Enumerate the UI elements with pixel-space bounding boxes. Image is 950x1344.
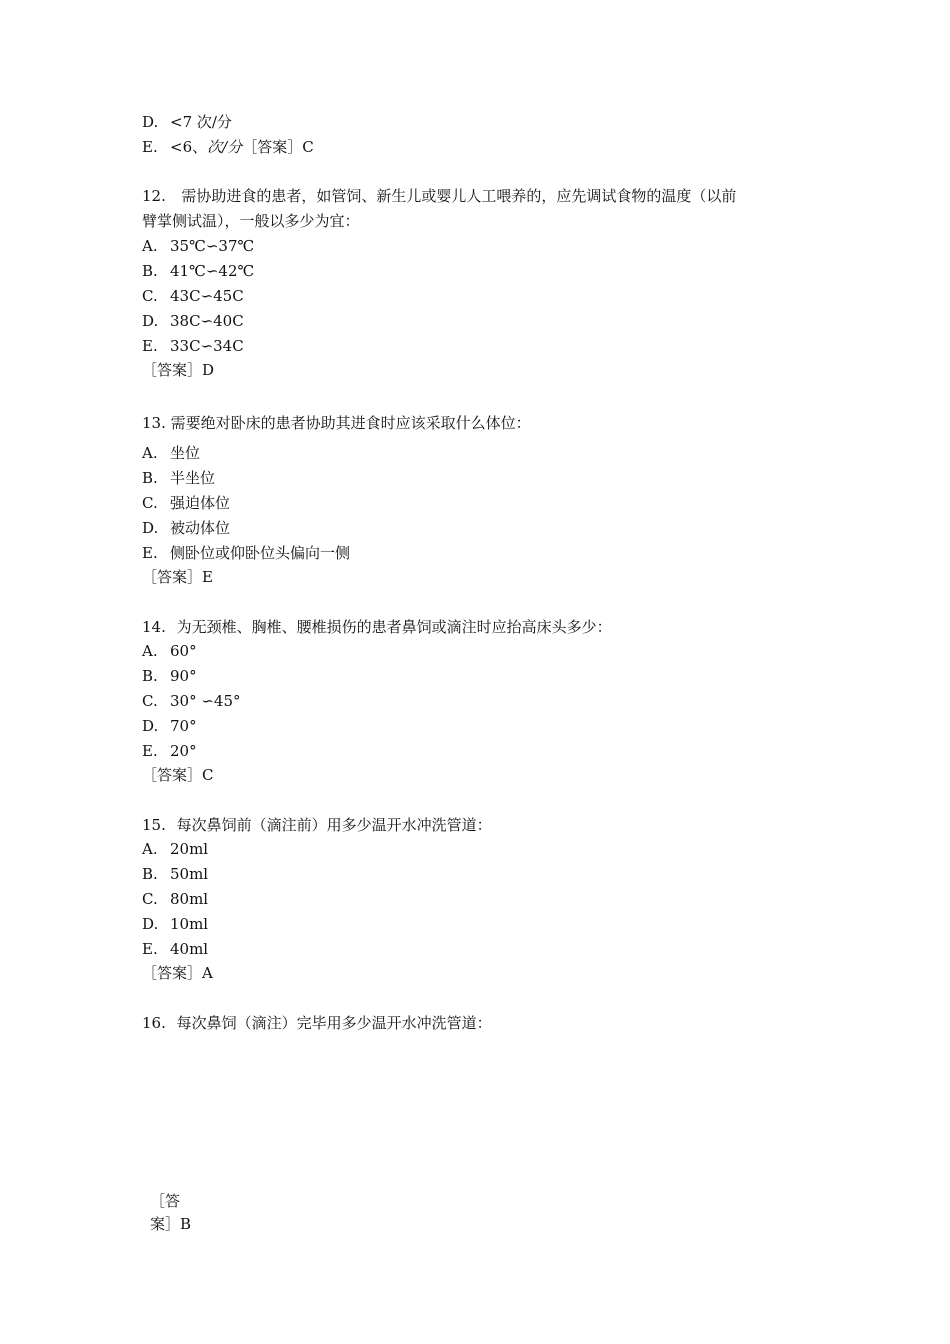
option-text: 90° [170,667,197,685]
option-text: 41℃∽42℃ [170,262,255,280]
answer-text: ［答 [150,1192,181,1210]
option-text: 35℃∽37℃ [170,237,255,255]
question-13 [142,414,531,432]
q12-option-c [142,287,244,305]
option-letter: D. [142,717,159,735]
question-text: 每次鼻饲（滴注）完毕用多少温开水冲洗管道： [176,1014,492,1032]
option-text: 38C∽40C [170,312,244,330]
option-letter: C. [142,287,158,305]
option-text: 33C∽34C [170,337,244,355]
option-letter: A. [142,840,158,858]
question-text: 为无颈椎、胸椎、腰椎损伤的患者鼻饲或滴注时应抬高床头多少： [176,618,612,636]
option-text: <7 次/分 [170,113,232,131]
question-12-line1 [142,187,736,205]
q14-option-d [142,717,197,735]
q15-option-b [142,865,208,883]
answer-text: ［答案］C [242,138,314,156]
q15-option-d [142,915,208,933]
q12-option-b [142,262,254,280]
question-16 [142,1014,492,1032]
answer-text: ［答案］D [142,361,215,379]
option-d-q11 [142,113,232,131]
option-text: 坐位 [170,444,201,462]
q13-answer [142,568,213,586]
option-text: 50ml [170,865,209,883]
q13-option-b [142,469,215,487]
option-letter: E. [142,138,158,156]
question-15 [142,816,492,834]
option-e-q11 [142,138,314,156]
option-text: 20° [170,742,197,760]
answer-text: ［答案］E [142,568,213,586]
option-letter: C. [142,890,158,908]
q12-option-d [142,312,244,330]
option-text: 被动体位 [170,519,231,537]
option-text: 强迫体位 [170,494,231,512]
question-number: 14. [142,618,166,636]
option-letter: E. [142,940,158,958]
q15-option-a [142,840,208,858]
q13-option-c [142,494,230,512]
option-text: <6、 [170,138,208,156]
q14-option-a [142,642,197,660]
q12-option-a [142,237,254,255]
option-letter: E. [142,544,158,562]
question-text: 需要绝对卧床的患者协助其进食时应该采取什么体位： [170,414,531,432]
q12-option-e [142,337,244,355]
question-text: 每次鼻饲前（滴注前）用多少温开水冲洗管道： [176,816,492,834]
option-letter: C. [142,494,158,512]
answer-text: 案］B [150,1215,192,1233]
q13-option-a [142,444,200,462]
option-letter: C. [142,692,158,710]
option-text: 20ml [170,840,209,858]
option-letter: A. [142,444,158,462]
q16-answer-line2 [150,1215,191,1233]
question-number: 13. [142,414,166,432]
option-letter: B. [142,667,158,685]
question-number: 12. [142,187,166,205]
option-text: 侧卧位或仰卧位头偏向一侧 [170,544,351,562]
q14-option-b [142,667,197,685]
option-text: 40ml [170,940,209,958]
q13-option-d [142,519,230,537]
q15-option-e [142,940,208,958]
option-text: 10ml [170,915,209,933]
q14-answer [142,766,213,784]
option-letter: D. [142,915,159,933]
question-number: 16. [142,1014,166,1032]
question-text-cont: 臂掌侧试温），一般以多少为宜： [142,212,360,230]
option-text: 60° [170,642,197,660]
q15-option-c [142,890,208,908]
question-text: 需协助进食的患者，如管饲、新生儿或婴儿人工喂养的，应先调试食物的温度（以前 [181,187,737,205]
option-letter: E. [142,742,158,760]
option-text: 70° [170,717,197,735]
question-number: 15. [142,816,166,834]
q15-answer [142,964,213,982]
q14-option-c [142,692,241,710]
option-letter: B. [142,865,158,883]
q14-option-e [142,742,197,760]
option-text: 30° ∽45° [170,692,241,710]
answer-text: ［答案］C [142,766,214,784]
q13-option-e [142,544,350,562]
option-letter: E. [142,337,158,355]
option-letter: D. [142,113,159,131]
option-text-italic: 次/分 [207,138,243,156]
question-14 [142,618,612,636]
option-text: 半坐位 [170,469,216,487]
option-letter: B. [142,469,158,487]
option-letter: D. [142,519,159,537]
option-letter: B. [142,262,158,280]
option-letter: D. [142,312,159,330]
q16-answer-line1 [150,1192,180,1210]
answer-text: ［答案］A [142,964,213,982]
option-text: 43C∽45C [170,287,244,305]
option-letter: A. [142,237,158,255]
question-12-line2 [142,212,360,230]
q12-answer [142,361,214,379]
option-text: 80ml [170,890,209,908]
option-letter: A. [142,642,158,660]
